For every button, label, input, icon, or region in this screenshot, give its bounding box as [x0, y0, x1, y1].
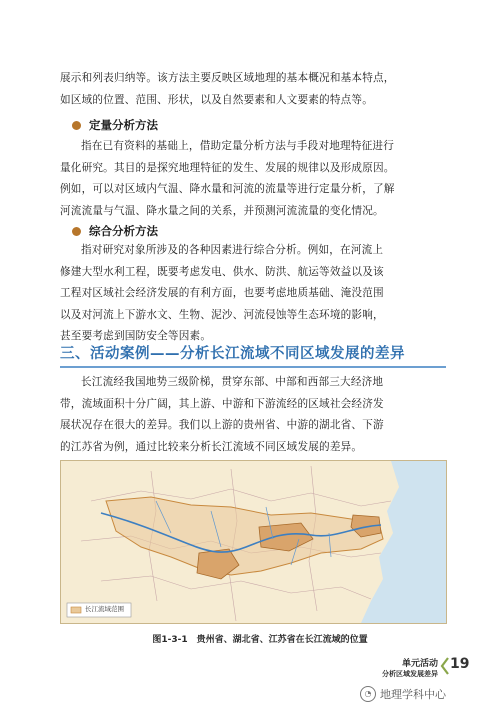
heading-comprehensive-method — [72, 223, 158, 239]
legend-swatch — [71, 607, 81, 613]
section-divider — [60, 366, 446, 368]
text-line: 指对研究对象所涉及的各种因素进行综合分析。例如，在河流上 — [81, 244, 384, 256]
text-line: 量化研究。其目的是探究地理特征的发生、发展的规律以及形成原因。 — [60, 161, 395, 174]
text-line: 工程对区域社会经济发展的有利方面，也要考虑地质基础、淹没范围 — [60, 287, 384, 299]
paragraph-comprehensive — [60, 240, 445, 348]
figure-caption: 图1-3-1 贵州省、湖北省、江苏省在长江流域的位置 — [152, 635, 368, 645]
section-title: 三、活动案例——分析长江流域不同区域发展的差异 — [60, 346, 405, 362]
circle-bullet-icon — [72, 227, 81, 236]
text-line: 带，流域面积十分广阔，其上游、中游和下游流经的区域社会经济发 — [60, 397, 384, 410]
text-line: 展示和列表归纳等。该方法主要反映区域地理的基本概况和基本特点， — [60, 72, 395, 84]
basin-outline — [106, 497, 383, 575]
text-line: 甚至要考虑到国防安全等因素。 — [60, 330, 212, 342]
heading-quantitative-method — [72, 117, 158, 133]
footer-unit-subtitle: 分析区域发展差异 — [382, 670, 438, 678]
map-illustration — [61, 461, 446, 623]
text-line: 的江苏省为例，通过比较来分析长江流域不同区域发展的差异。 — [60, 440, 363, 453]
paragraph-case-study — [60, 372, 445, 458]
heading-text: 定量分析方法 — [89, 118, 158, 132]
paragraph-quantitative — [60, 136, 445, 222]
paragraph-intro-continued — [60, 68, 445, 111]
text-line: 修建大型水利工程，既要考虑发电、供水、防洪、航运等效益以及该 — [60, 265, 384, 278]
text-line: 展状况存在很大的差异。我们以上游的贵州省、中游的湖北省、下游 — [60, 419, 384, 431]
chevron-left-icon — [440, 656, 450, 676]
footer-unit-label — [360, 656, 438, 679]
text-line: 以及对河流上下游水文、生物、泥沙、河流侵蚀等生态环境的影响， — [60, 308, 384, 321]
text-line: 例如，可以对区域内气温、降水量和河流的流量等进行定量分析，了解 — [60, 183, 395, 195]
circle-bullet-icon — [72, 121, 81, 130]
watermark-text: 地理学科中心 — [380, 688, 446, 701]
text-line: 指在已有资料的基础上，借助定量分析方法与手段对地理特征进行 — [81, 140, 395, 152]
watermark — [360, 686, 446, 702]
text-line: 如区域的位置、范围、形状，以及自然要素和人文要素的特点等。 — [60, 93, 374, 106]
text-line: 河流流量与气温、降水量之间的关系，并预测河流流量的变化情况。 — [60, 204, 384, 217]
heading-text: 综合分析方法 — [89, 224, 158, 238]
text-line: 长江流经我国地势三级阶梯，贯穿东部、中部和西部三大经济地 — [81, 376, 384, 388]
footer-unit-title: 单元活动 — [401, 659, 438, 669]
map-legend-label: 长江流域范围 — [85, 605, 124, 613]
yangtze-basin-map — [60, 460, 447, 624]
page-number: 19 — [450, 656, 470, 672]
wechat-icon: ◔ — [360, 686, 376, 702]
